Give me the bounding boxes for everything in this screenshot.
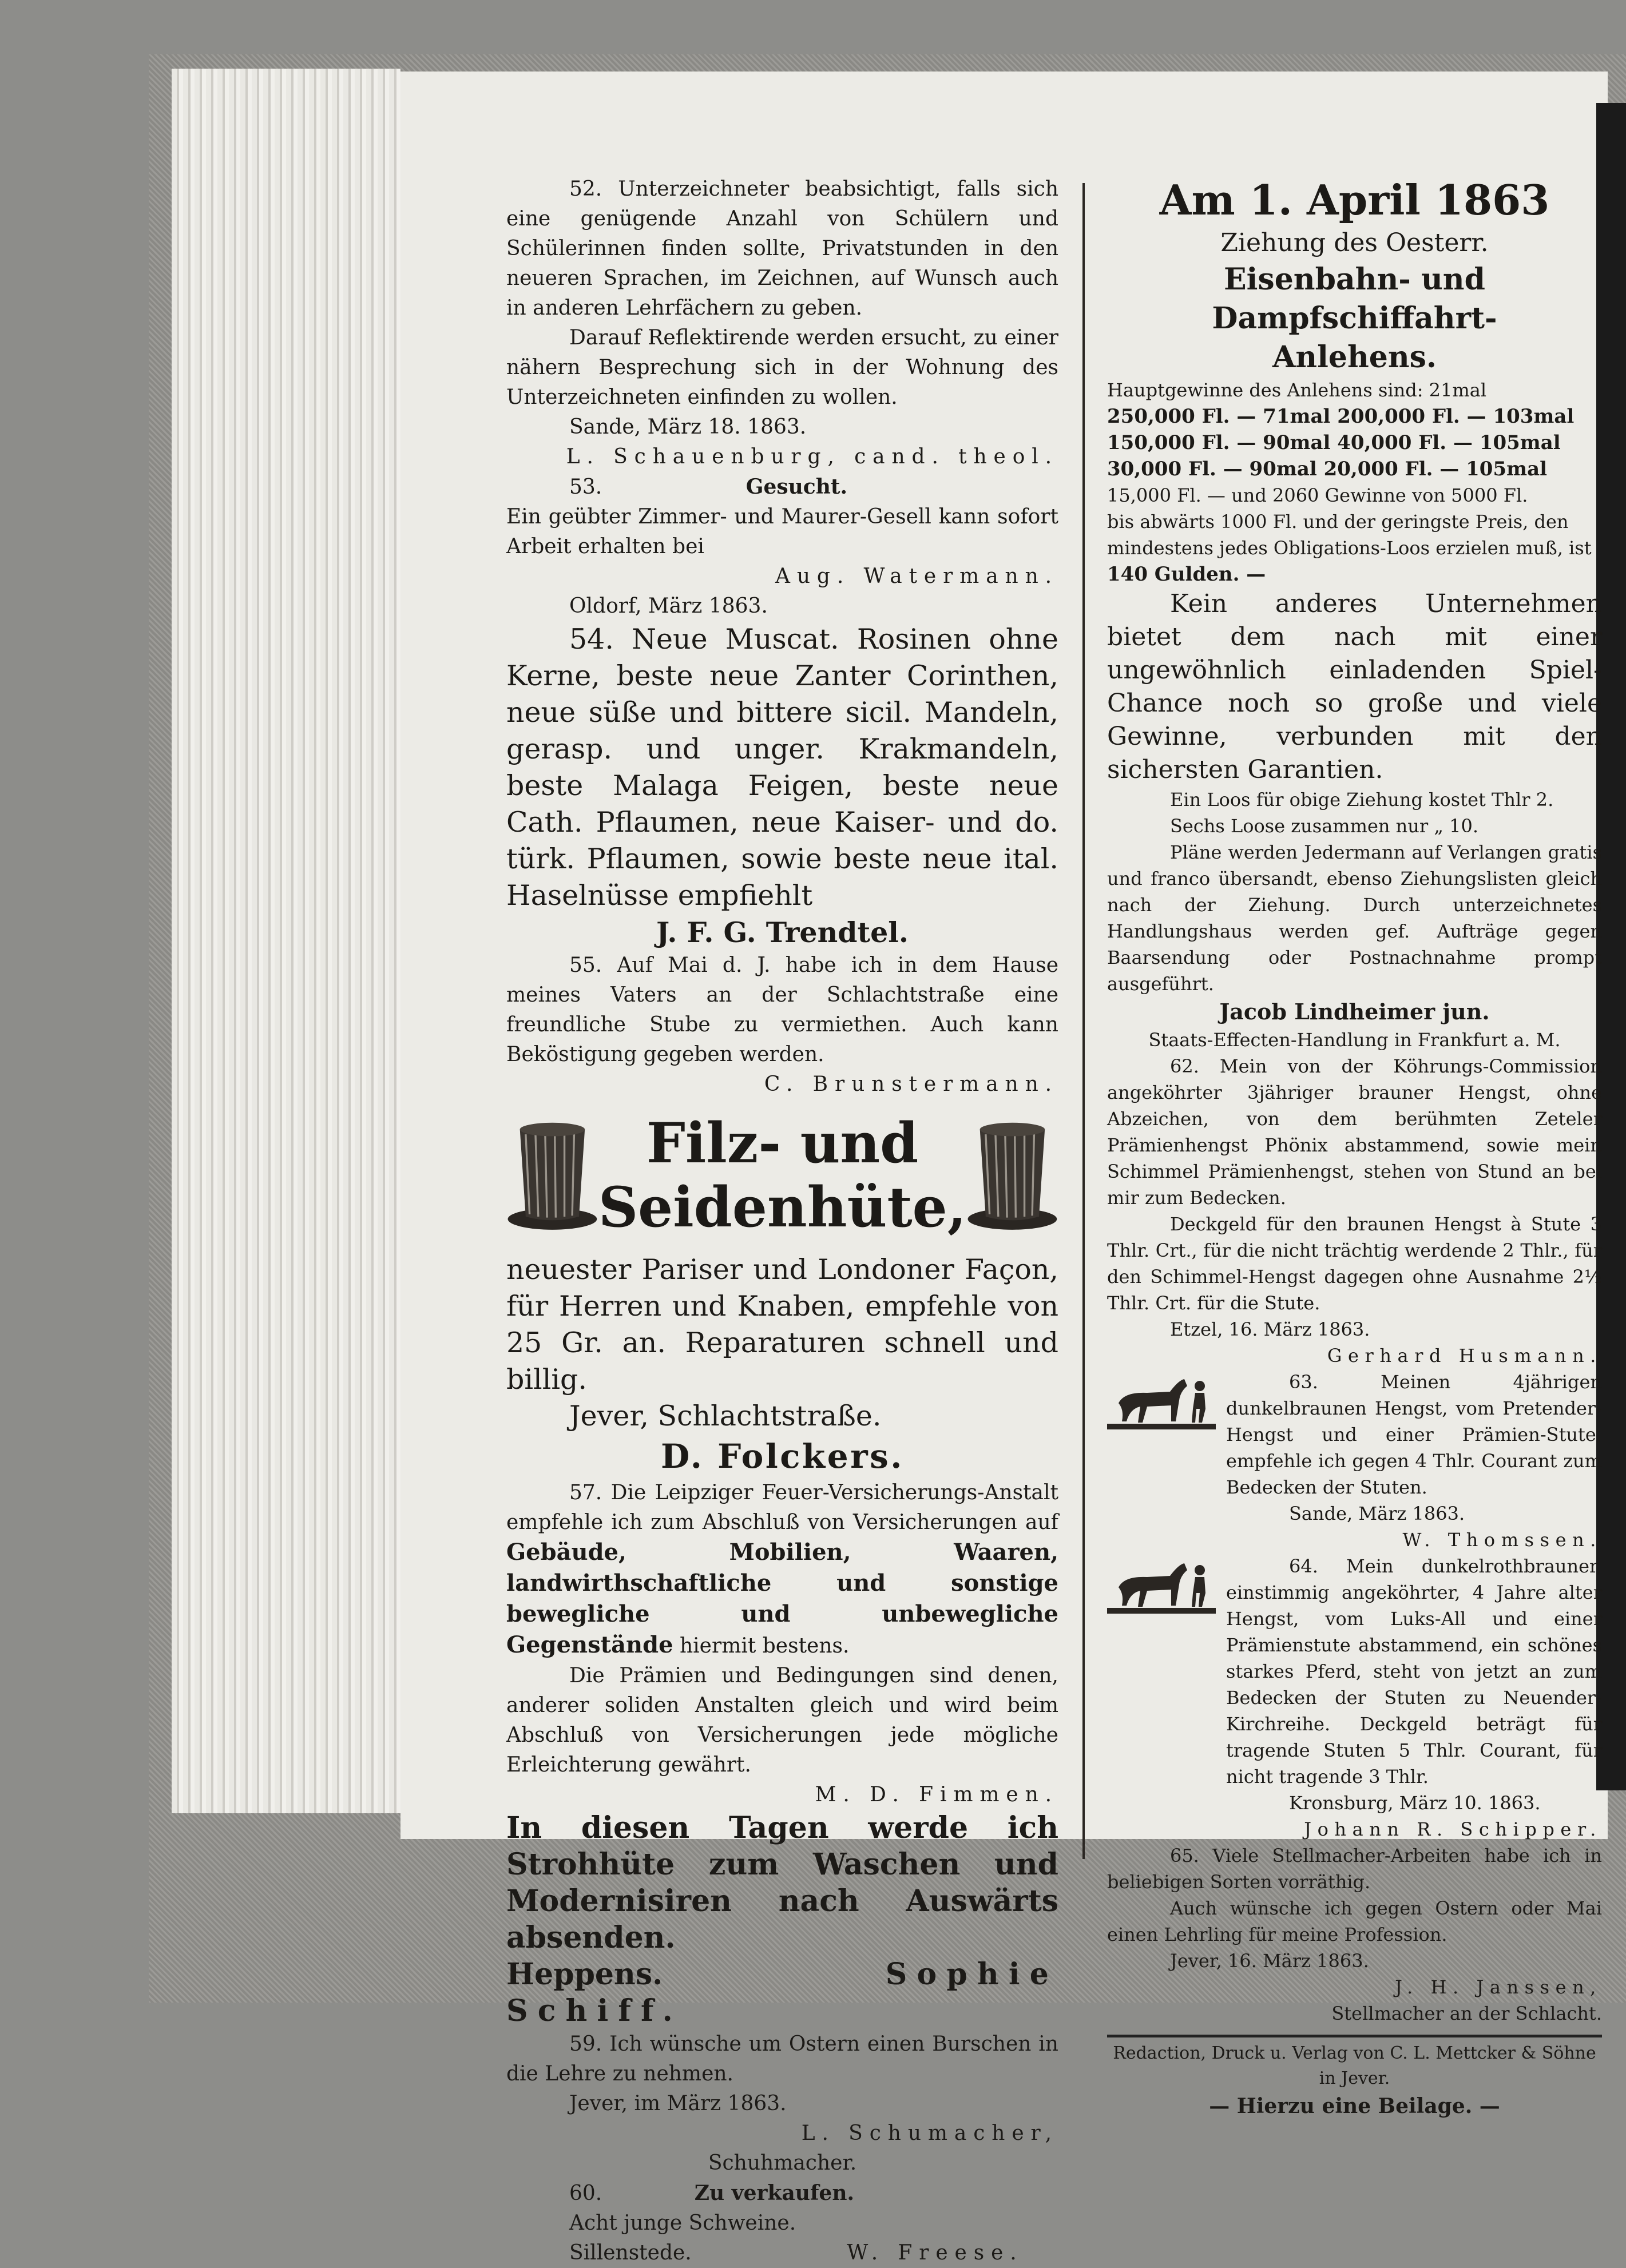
- page-edges: [172, 69, 400, 1813]
- lottery-line-8: 140 Gulden. —: [1107, 563, 1266, 586]
- ad-55-signature: C. Brunstermann.: [764, 1073, 1058, 1096]
- ad-53-number: 53.: [569, 475, 602, 499]
- ad-60: [506, 2178, 1058, 2268]
- ad-56: [506, 1104, 1058, 1478]
- horse-with-groom-icon: [1107, 1553, 1216, 1616]
- imprint: Redaction, Druck u. Verlag von C. L. Mettcker & Söhne in Jever.: [1107, 2035, 1602, 2091]
- ad-63-place: Sande, März 1863.: [1289, 1503, 1465, 1524]
- ad-57-goods: Gebäude, Mobilien, Waaren, landwirthschaftliche und sonstige bewegliche und unbewegliche Gegenstände: [506, 1539, 1058, 1658]
- ad-57-text-2: Die Prämien und Bedingungen sind denen, anderer soliden Anstalten gleich und wird beim Abschluß von Versicherungen jede mögliche Erleichterung gewährt.: [506, 1664, 1058, 1777]
- ad-53-signature: Aug. Watermann.: [775, 565, 1058, 588]
- ad-57-text-end: hiermit bestens.: [679, 1634, 850, 1658]
- ad-56-title-line-1: Filz- und: [646, 1111, 919, 1175]
- ad-62-signature: Gerhard Husmann.: [1327, 1345, 1602, 1367]
- ad-64: [1107, 1553, 1602, 1842]
- ad-52-text: 52. Unterzeichneter beabsichtigt, falls sich eine genügende Anzahl von Schülern und Schülerinnen finden sollte, Privatstunden in den neueren Sprachen, im Zeichnen, auf Wunsch auch in anderen Lehrfächern zu geben.: [506, 177, 1058, 320]
- top-hat-icon: [506, 1110, 598, 1241]
- lottery-line-5: 15,000 Fl. — und 2060 Gewinne von 5000 Fl.: [1107, 484, 1528, 506]
- ad-56-title-line-2: Seidenhüte,: [598, 1175, 967, 1240]
- ad-52: [506, 174, 1058, 472]
- ad-64-signature: Johann R. Schipper.: [1304, 1818, 1602, 1840]
- ad-65-text: 65. Viele Stellmacher-Arbeiten habe ich in beliebigen Sorten vorräthig.: [1107, 1845, 1602, 1893]
- lottery-text-2: Pläne werden Jedermann auf Verlangen gratis und franco übersandt, ebenso Ziehungslisten gleich nach der Ziehung. Durch unterzeichnetes Handlungshaus werden gef. Aufträge gegen Baarsendung oder Postnachnahme prompt ausgeführt.: [1107, 841, 1602, 995]
- ad-65-signature: J. H. Janssen,: [1395, 1976, 1602, 1998]
- ad-59-text: 59. Ich wünsche um Ostern einen Burschen in die Lehre zu nehmen.: [506, 2032, 1058, 2086]
- ad-60-signature: W. Freese.: [847, 2241, 1024, 2265]
- ad-52-place: Sande, März 18. 1863.: [569, 415, 807, 439]
- top-hat-icon: [966, 1110, 1058, 1241]
- ad-63-text: 63. Meinen 4jährigen dunkelbraunen Hengst, vom Pretender-Hengst und einer Prämien-Stute, empfehle ich gegen 4 Thlr. Courant zum Bedecken der Stuten.: [1226, 1371, 1602, 1498]
- ad-56-text: neuester Pariser und Londoner Façon, für Herren und Knaben, empfehle von 25 Gr. an. Reparaturen schnell und billig.: [506, 1253, 1058, 1396]
- ad-57-text: 57. Die Leipziger Feuer-Versicherungs-Anstalt empfehle ich zum Abschluß von Versicherungen auf: [506, 1481, 1058, 1534]
- lottery-line-1: Hauptgewinne des Anlehens sind: 21mal: [1107, 379, 1487, 401]
- ad-64-place: Kronsburg, März 10. 1863.: [1289, 1792, 1541, 1814]
- ad-55: [506, 951, 1058, 1099]
- ad-60-text: Acht junge Schweine.: [569, 2211, 796, 2235]
- ad-60-number: 60.: [569, 2182, 602, 2205]
- lottery-line-2: 250,000 Fl. — 71mal 200,000 Fl. — 103mal: [1107, 405, 1575, 428]
- ad-65-profession: Stellmacher an der Schlacht.: [1331, 2003, 1602, 2024]
- lottery-line-3: 150,000 Fl. — 90mal 40,000 Fl. — 105mal: [1107, 431, 1561, 454]
- ad-57: [506, 1478, 1058, 1810]
- lottery-line-4: 30,000 Fl. — 90mal 20,000 Fl. — 105mal: [1107, 458, 1548, 480]
- lottery-price-1: Ein Loos für obige Ziehung kostet Thlr 2.: [1170, 789, 1554, 811]
- column-rule: [1082, 183, 1085, 1859]
- ad-62-text: 62. Mein von der Köhrungs-Commission angeköhrter 3jähriger brauner Hengst, ohne Abzeichen, von dem berühmten Zeteler Prämienhengst Phönix abstammend, sowie mein Schimmel Prämienhengst, stehen von Stund an bei mir zum Bedecken.: [1107, 1055, 1602, 1209]
- ad-58-place: Heppens.: [506, 1957, 663, 1992]
- ad-59-profession: Schuhmacher.: [708, 2151, 857, 2175]
- ad-63: [1107, 1369, 1602, 1553]
- ad-59-signature: L. Schumacher,: [801, 2122, 1058, 2145]
- ad-53: [506, 472, 1058, 621]
- right-column: [1107, 174, 1602, 2121]
- lottery-sub-3: Anlehens.: [1272, 340, 1437, 375]
- ad-64-text: 64. Mein dunkelrothbrauner, einstimmig angeköhrter, 4 Jahre alter Hengst, vom Luks-All und einer Prämienstute abstammend, ein schönes starkes Pferd, steht von jetzt an zum Bedecken der Stuten zu Neuender-Kirchreihe. Deckgeld beträgt für tragende Stuten 5 Thlr. Courant, für nicht tragende 3 Thlr.: [1226, 1555, 1602, 1788]
- lottery-line-6: bis abwärts 1000 Fl. und der geringste Preis, den: [1107, 511, 1569, 533]
- horse-with-groom-icon: [1107, 1369, 1216, 1432]
- ad-58-text: In diesen Tagen werde ich Strohhüte zum Waschen und Modernisiren nach Auswärts absenden.: [506, 1810, 1058, 1955]
- ad-62-place: Etzel, 16. März 1863.: [1170, 1318, 1370, 1340]
- supplement-note: — Hierzu eine Beilage. —: [1209, 2094, 1500, 2118]
- ad-59-place: Jever, im März 1863.: [569, 2092, 787, 2115]
- ad-57-signature: M. D. Fimmen.: [815, 1783, 1058, 1806]
- left-column: [506, 174, 1058, 2268]
- ad-60-place: Sillenstede.: [569, 2241, 692, 2265]
- ad-65-text-2: Auch wünsche ich gegen Ostern oder Mai einen Lehrling für meine Profession.: [1107, 1897, 1602, 1945]
- ad-60-title: Zu verkaufen.: [694, 2181, 855, 2205]
- ad-55-text: 55. Auf Mai d. J. habe ich in dem Hause meines Vaters an der Schlachtstraße eine freundliche Stube zu vermiethen. Auch kann Beköstigung gegeben werden.: [506, 954, 1058, 1066]
- ad-56-signature: D. Folckers.: [661, 1437, 904, 1476]
- lottery-line-7: mindestens jedes Obligations-Loos erzielen muß, ist: [1107, 537, 1592, 559]
- ad-59: [506, 2029, 1058, 2178]
- lottery-sub-1: Ziehung des Oesterr.: [1220, 228, 1489, 257]
- lottery-text: Kein anderes Unternehmen bietet dem nach mit einer ungewöhnlich einladenden Spiel-Chance noch so große und viele Gewinne, verbunden mit den sichersten Garantien.: [1107, 589, 1602, 784]
- ad-52-text-2: Darauf Reflektirende werden ersucht, zu einer nähern Besprechung sich in der Wohnung des Unterzeichneten einfinden zu wollen.: [506, 326, 1058, 409]
- ad-63-signature: W. Thomssen.: [1402, 1529, 1602, 1551]
- ad-54-text: 54. Neue Muscat. Rosinen ohne Kerne, beste neue Zanter Corinthen, neue süße und bittere sicil. Mandeln, gerasp. und unger. Krakmandeln, beste Malaga Feigen, beste neue Cath. Pflaumen, neue Kaiser- und do. türk. Pflaumen, sowie beste neue ital. Haselnüsse empfiehlt: [506, 623, 1058, 912]
- lottery-ad: [1107, 174, 1602, 1053]
- ad-54-signature: J. F. G. Trendtel.: [656, 916, 909, 949]
- ad-58-signature: Sophie Schiff.: [506, 1957, 1058, 2028]
- lottery-headline: Am 1. April 1863: [1159, 176, 1550, 224]
- ad-62-text-2: Deckgeld für den braunen Hengst à Stute 3 Thlr. Crt., für die nicht trächtig werdende 2 Thlr., für den Schimmel-Hengst dagegen ohne Ausnahme 2½ Thlr. Crt. für die Stute.: [1107, 1213, 1602, 1314]
- lottery-sub-2: Eisenbahn- und Dampfschiffahrt-: [1212, 262, 1497, 336]
- ad-58: [506, 1810, 1058, 2029]
- ad-65-place: Jever, 16. März 1863.: [1170, 1950, 1369, 1972]
- lottery-firm: Jacob Lindheimer jun.: [1219, 999, 1490, 1024]
- lottery-price-2: Sechs Loose zusammen nur „ 10.: [1170, 815, 1478, 837]
- ad-65: [1107, 1842, 1602, 2027]
- ad-52-signature: L. Schauenburg, cand. theol.: [566, 445, 1058, 468]
- ad-53-title: Gesucht.: [745, 475, 848, 499]
- ad-54: [506, 621, 1058, 951]
- ad-53-place: Oldorf, März 1863.: [569, 594, 768, 618]
- lottery-firm-2: Staats-Effecten-Handlung in Frankfurt a. M.: [1148, 1029, 1561, 1051]
- ad-53-text: Ein geübter Zimmer- und Maurer-Gesell kann sofort Arbeit erhalten bei: [506, 505, 1058, 558]
- ad-62: [1107, 1053, 1602, 1369]
- ad-56-place: Jever, Schlachtstraße.: [569, 1400, 882, 1432]
